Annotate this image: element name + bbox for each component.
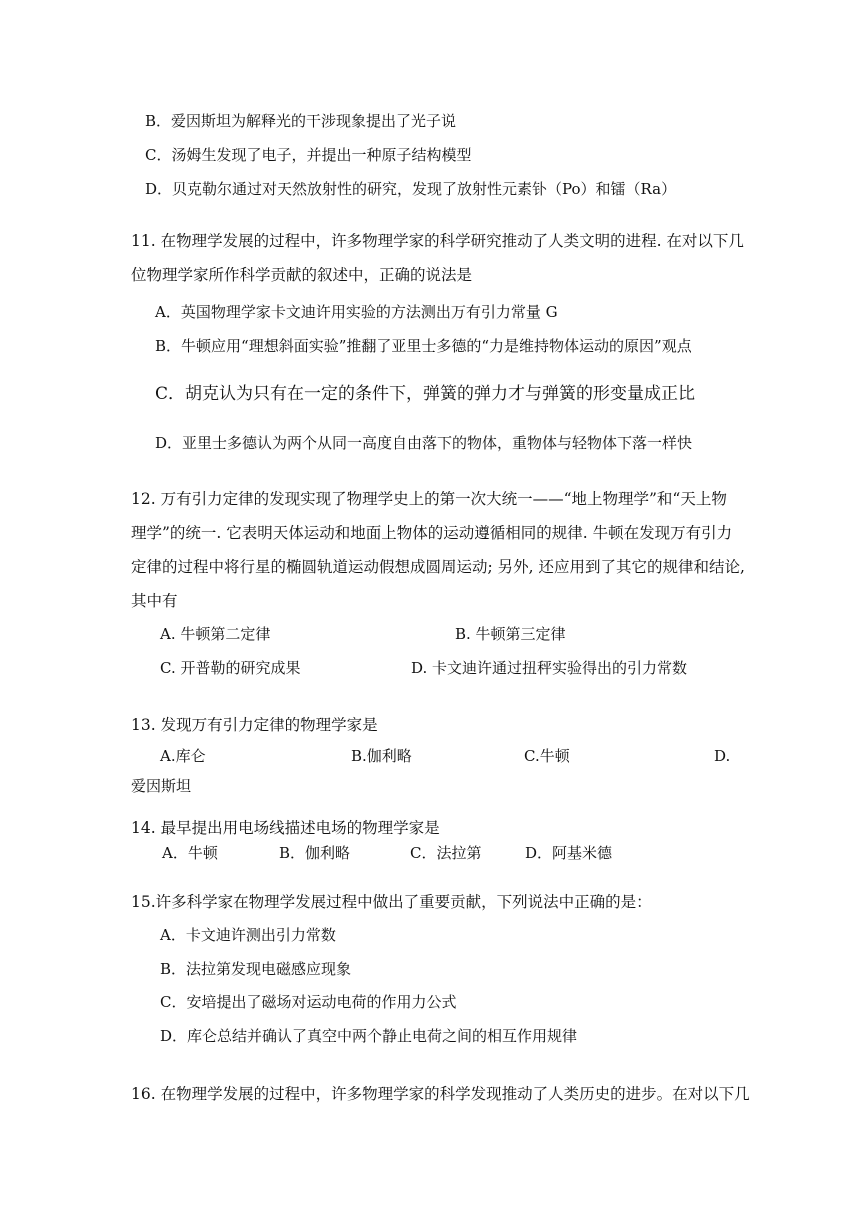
q11-stem-line2: 位物理学家所作科学贡献的叙述中，正确的说法是 bbox=[131, 266, 473, 284]
q14-option-c: C．法拉第 bbox=[410, 844, 482, 862]
q12-option-b: B. 牛顿第三定律 bbox=[455, 625, 566, 643]
q13-option-d-text: 爱因斯坦 bbox=[131, 777, 192, 795]
q16-stem-line1: 16. 在物理学发展的过程中，许多物理学家的科学发现推动了人类历史的进步。在对以下几 bbox=[131, 1085, 750, 1103]
q13-option-b: B.伽利略 bbox=[351, 747, 412, 765]
q14-option-b: B．伽利略 bbox=[279, 844, 351, 862]
q10-option-c: C．汤姆生发现了电子，并提出一种原子结构模型 bbox=[145, 146, 472, 164]
q14-stem: 14. 最早提出用电场线描述电场的物理学家是 bbox=[131, 819, 440, 837]
q13-stem: 13. 发现万有引力定律的物理学家是 bbox=[131, 716, 378, 734]
q11-stem-line1: 11. 在物理学发展的过程中，许多物理学家的科学研究推动了人类文明的进程. 在对以下几 bbox=[131, 232, 744, 250]
q10-option-d: D．贝克勒尔通过对天然放射性的研究，发现了放射性元素钋（Po）和镭（Ra） bbox=[145, 180, 677, 198]
q12-stem-line3: 定律的过程中将行星的椭圆轨道运动假想成圆周运动; 另外, 还应用到了其它的规律和结论, bbox=[131, 558, 745, 576]
q11-option-b: B．牛顿应用“理想斜面实验”推翻了亚里士多德的“力是维持物体运动的原因”观点 bbox=[155, 337, 692, 355]
q12-option-a: A. 牛顿第二定律 bbox=[160, 625, 271, 643]
q12-option-c: C. 开普勒的研究成果 bbox=[160, 659, 301, 677]
q15-option-c: C．安培提出了磁场对运动电荷的作用力公式 bbox=[160, 993, 457, 1011]
q14-option-a: A．牛顿 bbox=[162, 844, 218, 862]
q12-option-d: D. 卡文迪许通过扭秤实验得出的引力常数 bbox=[411, 659, 688, 677]
q13-option-d-label: D. bbox=[714, 747, 731, 765]
q12-stem-line1: 12. 万有引力定律的发现实现了物理学史上的第一次大统一——“地上物理学”和“天上物 bbox=[131, 490, 727, 508]
q11-option-d: D．亚里士多德认为两个从同一高度自由落下的物体，重物体与轻物体下落一样快 bbox=[155, 434, 693, 452]
q15-stem: 15.许多科学家在物理学发展过程中做出了重要贡献，下列说法中正确的是： bbox=[131, 893, 652, 911]
q11-option-c: C．胡克认为只有在一定的条件下，弹簧的弹力才与弹簧的形变量成正比 bbox=[155, 384, 696, 404]
q11-option-a: A．英国物理学家卡文迪许用实验的方法测出万有引力常量 G bbox=[155, 303, 558, 321]
q12-stem-line2: 理学”的统一. 它表明天体运动和地面上物体的运动遵循相同的规律. 牛顿在发现万有引力 bbox=[131, 524, 733, 542]
q10-option-b: B．爱因斯坦为解释光的干涉现象提出了光子说 bbox=[145, 112, 457, 130]
q13-option-a: A.库仑 bbox=[160, 747, 206, 765]
q13-option-c: C.牛顿 bbox=[524, 747, 570, 765]
q15-option-b: B．法拉第发现电磁感应现象 bbox=[160, 960, 352, 978]
q15-option-d: D．库仑总结并确认了真空中两个静止电荷之间的相互作用规律 bbox=[160, 1027, 578, 1045]
q12-stem-line4: 其中有 bbox=[131, 592, 178, 610]
q14-option-d: D．阿基米德 bbox=[525, 844, 613, 862]
q15-option-a: A．卡文迪许测出引力常数 bbox=[160, 926, 336, 944]
